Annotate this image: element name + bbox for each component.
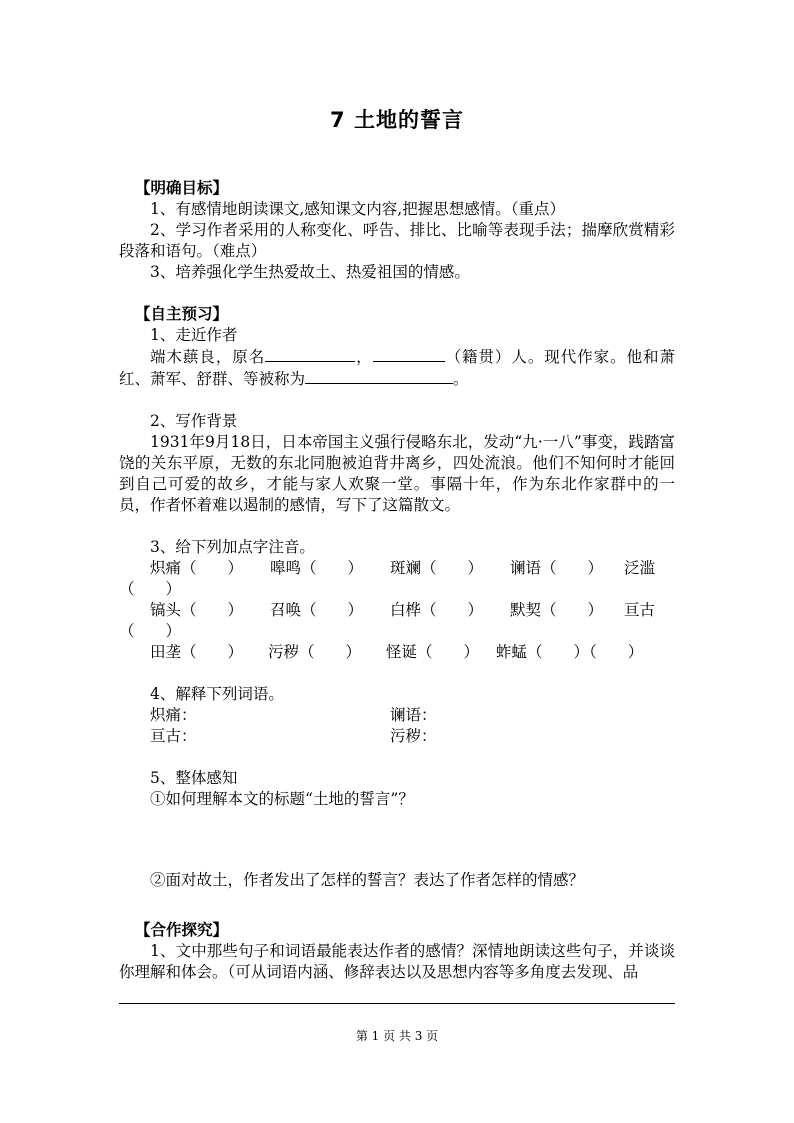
pinyin-item: 炽痛（ ） (150, 559, 244, 577)
pinyin-item: 怪诞（ ） (386, 643, 480, 661)
pinyin-item: 斑斓（ ） (390, 559, 484, 577)
word-row (119, 726, 675, 747)
blank-original-name[interactable] (265, 346, 355, 362)
background-subtitle: 2、写作背景 (150, 412, 238, 430)
blank-hometown[interactable] (373, 346, 445, 362)
document-body (119, 178, 675, 983)
goal-item: 2、学习作者采用的人称变化、呼告、排比、比喻等表现手法；揣摩欣赏精彩段落和语句。（难点） (119, 221, 675, 260)
pinyin-row (119, 558, 675, 579)
author-subtitle: 1、走近作者 (150, 326, 238, 344)
pinyin-item: 田垄（ ） (150, 643, 244, 661)
pinyin-item: 白桦（ ） (390, 601, 484, 619)
pinyin-item: 镐头（ ） (150, 601, 244, 619)
pinyin-tail: （ ） (119, 622, 182, 640)
pinyin-tail: （ ） (119, 580, 182, 598)
page-title: 7 土地的誓言 (330, 108, 464, 132)
pinyin-item: 蚱蜢（ ）（ ） (496, 643, 644, 661)
word-item: 亘古： (150, 727, 197, 745)
pinyin-item: 亘古 (624, 601, 656, 619)
blank-group-name[interactable] (305, 368, 453, 384)
word-item: 污秽： (390, 727, 437, 745)
question-1: ①如何理解本文的标题“土地的誓言”？ (150, 790, 414, 808)
word-item: 炽痛： (150, 706, 197, 724)
background-paragraph: 1931年9月18日，日本帝国主义强行侵略东北，发动“九·一八”事变，践踏富饶的关东平原，无数的东北同胞被迫背井离乡，四处流浪。他们不知何时才能回到自己可爱的故乡，才能与家人欢聚一堂。事隔十年，作为东北作家群中的一员，作者怀着难以遏制的感情，写下了这篇散文。 (119, 433, 675, 514)
overall-subtitle: 5、整体感知 (150, 769, 238, 787)
author-paragraph: 端木蕻良，原名 ， （籍贯）人。现代作家。他和萧红、萧军、舒群、等被称为 。 (119, 348, 675, 388)
pinyin-subtitle: 3、给下列加点字注音。 (150, 538, 315, 556)
goal-item: 3、培养强化学生热爱故土、热爱祖国的情感。 (150, 263, 470, 281)
goals-heading: 【明确目标】 (135, 179, 229, 197)
pinyin-row (119, 642, 675, 663)
page-number: 第 1 页 共 3 页 (355, 1029, 439, 1043)
goal-item: 1、有感情地朗读课文,感知课文内容,把握思想感情。（重点） (150, 200, 565, 218)
pinyin-item: 污秽（ ） (268, 643, 362, 661)
preview-heading: 【自主预习】 (135, 305, 229, 323)
pinyin-row (119, 600, 675, 621)
question-2: ②面对故土，作者发出了怎样的誓言？表达了作者怎样的情感？ (150, 871, 585, 889)
pinyin-item: 泛滥 (624, 559, 656, 577)
word-row (119, 705, 675, 726)
word-item: 谰语： (390, 706, 437, 724)
explore-heading: 【合作探究】 (135, 921, 229, 939)
pinyin-item: 嗥鸣（ ） (270, 559, 364, 577)
explore-paragraph: 1、文中那些句子和词语最能表达作者的感情？深情地朗读这些句子，并谈谈你理解和体会。（可从词语内涵、修辞表达以及思想内容等多角度去发现、品 (119, 942, 675, 981)
pinyin-item: 召唤（ ） (270, 601, 364, 619)
pinyin-item: 默契（ ） (510, 601, 604, 619)
pinyin-item: 谰语（ ） (510, 559, 604, 577)
footer-divider (119, 1003, 675, 1004)
words-subtitle: 4、解释下列词语。 (150, 685, 284, 703)
